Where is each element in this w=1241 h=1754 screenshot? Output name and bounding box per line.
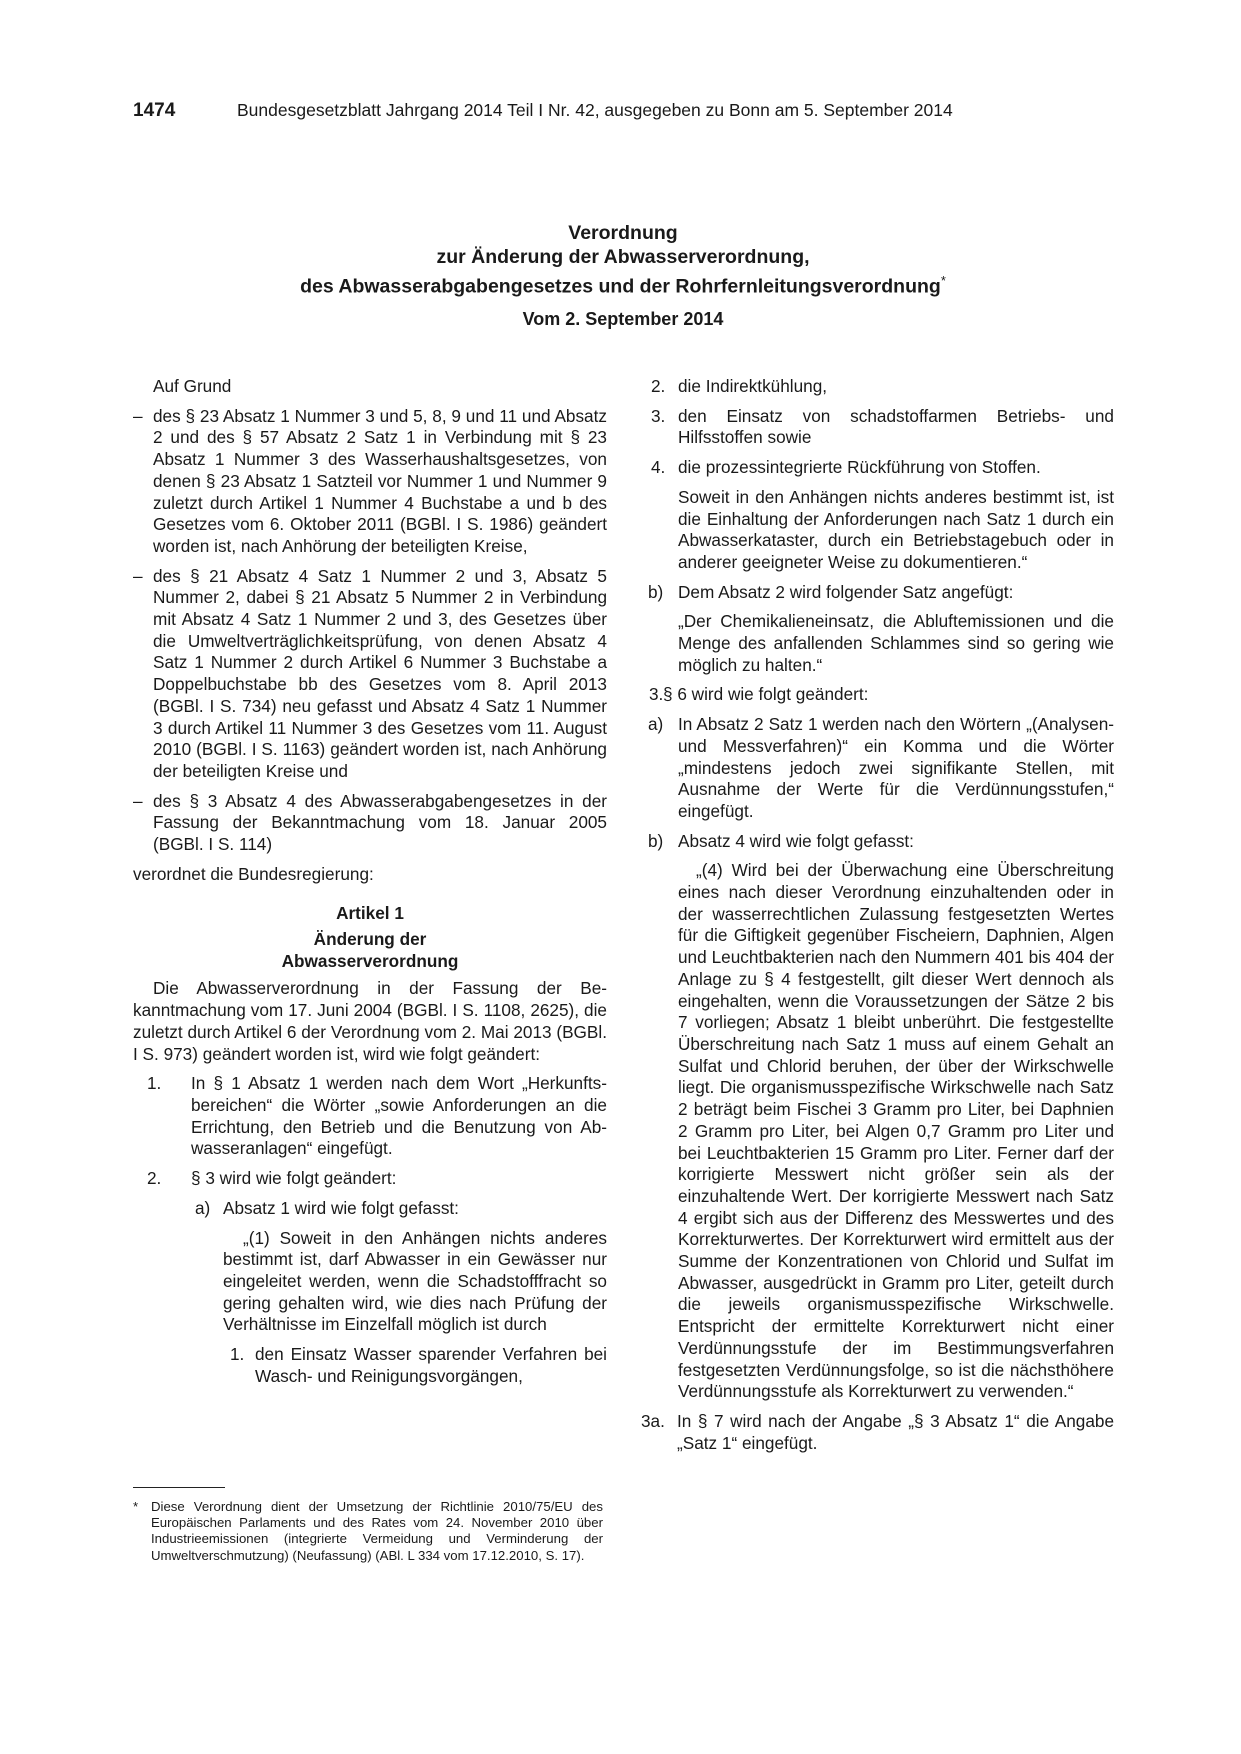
quoted-list-item-4: 4. die prozessintegrierte Rückführung von Stoffen.	[651, 457, 1041, 478]
footnote-divider	[133, 1487, 225, 1488]
quoted-paragraph-1: „(1) Soweit in den Anhängen nichts anderes bestimmt ist, darf Abwasser in ein Gewässer nur eingeleitet werden, wenn die Schadstofffracht so gering gehalten wird, wie dies nach Prüfung der Verhältnisse im Einzelfall möglich ist durch	[223, 1227, 607, 1335]
running-title: Bundesgesetzblatt Jahrgang 2014 Teil I Nr. 42, ausgegeben zu Bonn am 5. September 2014	[237, 100, 953, 120]
left-column	[133, 376, 607, 1387]
amendment-item-2a: a) Absatz 1 wird wie folgt gefasst:	[195, 1197, 459, 1218]
footnote-text: Diese Verordnung dient der Umsetzung der Richtlinie 2010/75/EU des Europäischen Parlaments und des Rates vom 24. November 2010 über Industrieemissionen (integrierte Vermeidung und Verminderung der Umweltverschmutzung) (Neufassung) (ABl. L 334 vom 17.12.2010, S. 17).	[151, 1499, 603, 1563]
page-header	[133, 100, 1113, 122]
quoted-paragraph-3: „(4) Wird bei der Überwachung eine Überschreitung eines nach dieser Verordnung einzuhaltenden oder in der wasserrechtlichen Zulassung festgesetzten Wertes für die Giftigkeit gegenüber Fischeiern, Daphnien, Algen und Leuchtbakterien nach den Nummern 401 bis 404 der Anlage zu § 4 festgestellt, gilt dieser Wert dennoch als eingehalten, wenn die Voraussetzungen der Sätze 2 bis 7 vorliegen; Absatz 1 bleibt unberührt. Die festgestellte Überschreitung nach Satz 1 muss auf einem Gehalt an Sulfat und Chlorid beruhen, der über der Wirkschwelle liegt. Die organismusspezifische Wirkschwelle nach Satz 2 beträgt beim Fischei 3 Gramm pro Liter, bei Daphnien 2 Gramm pro Liter, bei Algen 0,7 Gramm pro Liter und bei Leuchtbakterien 15 Gramm pro Liter. Ferner darf der korrigierte Messwert nicht größer sein als der einzuhaltende Wert. Der korrigierte Messwert nach Satz 4 ergibt sich aus der Differenz des Messwertes und des Korrekturwertes. Der Korrekturwert wird ermittelt aus der Summe der Konzentrationen von Chlorid und Sulfat im Abwasser, ausgedrückt in Gramm pro Liter, geteilt durch die jeweils organismusspezifische Wirkschwelle. Entspricht der ermittelte Korrekturwert nicht einer Verdünnungsstufe der im Bestimmungsverfahren festgesetzten Verdünnungsfolge, so ist die nächsthöhere Verdünnungsstufe als Korrekturwert zu verwenden.“	[678, 860, 1114, 1402]
title-line-2: zur Änderung der Abwasserverordnung,	[436, 246, 810, 268]
amendment-item-2b: b) Dem Absatz 2 wird folgender Satz angefügt:	[648, 581, 1014, 602]
amendment-item-3b: b) Absatz 4 wird wie folgt gefasst:	[648, 830, 914, 851]
amendment-item-3a: a) In Absatz 2 Satz 1 werden nach den Wörtern „(Analysen- und Messverfahren)“ ein Komma und die Wörter „mindestens jedoch zwei signifikante Stellen, mit Ausnahme der Werte für die Verdünnungsstufen,“ eingefügt.	[648, 714, 1114, 821]
article-heading: Änderung der Abwasserverordnung	[281, 929, 459, 972]
enacting-clause: verordnet die Bundesregierung:	[133, 863, 374, 884]
amendment-item-3a-section7: 3a. In § 7 wird nach der Angabe „§ 3 Absatz 1“ die Angabe „Satz 1“ eingefügt.	[641, 1410, 1114, 1453]
footnote-marker: *	[133, 1499, 139, 1514]
title-footnote-marker: *	[940, 273, 946, 288]
amendment-item-1: 1. In § 1 Absatz 1 werden nach dem Wort „Herkunftsbereichen“ die Wörter „sowie Anforderungen an die Errichtung, den Betrieb und die Benutzung von Abwasseranlagen“ eingefügt.	[147, 1073, 607, 1159]
amendment-item-2: 2. § 3 wird wie folgt geändert:	[147, 1168, 397, 1189]
article-intro: Die Abwasserverordnung in der Fassung der Bekanntmachung vom 17. Juni 2004 (BGBl. I S. 1108, 2625), die zuletzt durch Artikel 6 der Verordnung vom 2. Mai 2013 (BGBl. I S. 973) geändert worden ist, wird wie folgt geändert:	[133, 978, 607, 1064]
quoted-list-item-2: 2. die Indirektkühlung,	[651, 376, 828, 396]
documentation-clause: Soweit in den Anhängen nichts anderes bestimmt ist, ist die Einhaltung der Anforderungen nach Satz 1 durch ein Abwasserkataster, durch ein Betriebstagebuch oder in anderer geeigneter Weise zu dokumentieren.“	[678, 486, 1114, 572]
document-title	[133, 221, 1113, 299]
amendment-item-3: 3. § 6 wird wie folgt geändert:	[649, 684, 869, 705]
legal-basis-3: – des § 3 Absatz 4 des Abwasserabgabengesetzes in der Fassung der Bekanntmachung vom 18. Januar 2005 (BGBl. I S. 114)	[133, 791, 607, 856]
quoted-paragraph-2: „Der Chemikalieneinsatz, die Abluftemissionen und die Menge des anfallenden Schlammes sind so gering wie möglich zu halten.“	[678, 611, 1114, 675]
legal-basis-1: – des § 23 Absatz 1 Nummer 3 und 5, 8, 9 und 11 und Absatz 2 und des § 57 Absatz 2 Satz 1 in Verbindung mit § 23 Absatz 1 Nummer 3 des Wasserhaushaltsgesetzes, von denen § 23 Absatz 1 Satzteil vor Nummer 1 und Nummer 9 zuletzt durch Artikel 1 Nummer 4 Buchstabe a und b des Gesetzes vom 6. Oktober 2011 (BGBl. I S. 1986) geändert worden ist, nach Anhörung der beteiligten Kreise,	[133, 406, 607, 558]
title-line-3: des Abwasserabgabengesetzes und der Rohrfernleitungsverordnung*	[300, 273, 946, 298]
intro-text: Auf Grund	[153, 376, 232, 396]
footnote	[133, 1499, 603, 1564]
document-date: Vom 2. September 2014	[522, 309, 724, 329]
page-number: 1474	[133, 100, 176, 121]
quoted-list-item-3: 3. den Einsatz von schadstoffarmen Betriebs- und Hilfsstoffen sowie	[651, 405, 1114, 448]
legal-basis-2: – des § 21 Absatz 4 Satz 1 Nummer 2 und 3, Absatz 5 Nummer 2, dabei § 21 Absatz 5 Nummer 2 in Verbindung mit Absatz 4 Satz 1 Nummer 2 und 3, des Gesetzes über die Umweltverträglichkeitsprüfung, von denen Absatz 4 Satz 1 Nummer 2 durch Artikel 6 Nummer 3 Buchstabe a Doppelbuchstabe bb des Gesetzes vom 8. April 2013 (BGBl. I S. 734) neu gefasst und Absatz 4 Satz 1 Nummer 3 durch Artikel 11 Nummer 3 des Gesetzes vom 11. August 2010 (BGBl. I S. 1163) geändert worden ist, nach Anhörung der beteiligten Kreise und	[133, 566, 607, 783]
quoted-list-item-1: 1. den Einsatz Wasser sparender Verfahren bei Wasch- und Reinigungsvorgängen,	[230, 1344, 607, 1386]
article-label: Artikel 1	[336, 903, 404, 924]
right-column	[641, 376, 1114, 1454]
title-line-1: Verordnung	[568, 222, 678, 244]
